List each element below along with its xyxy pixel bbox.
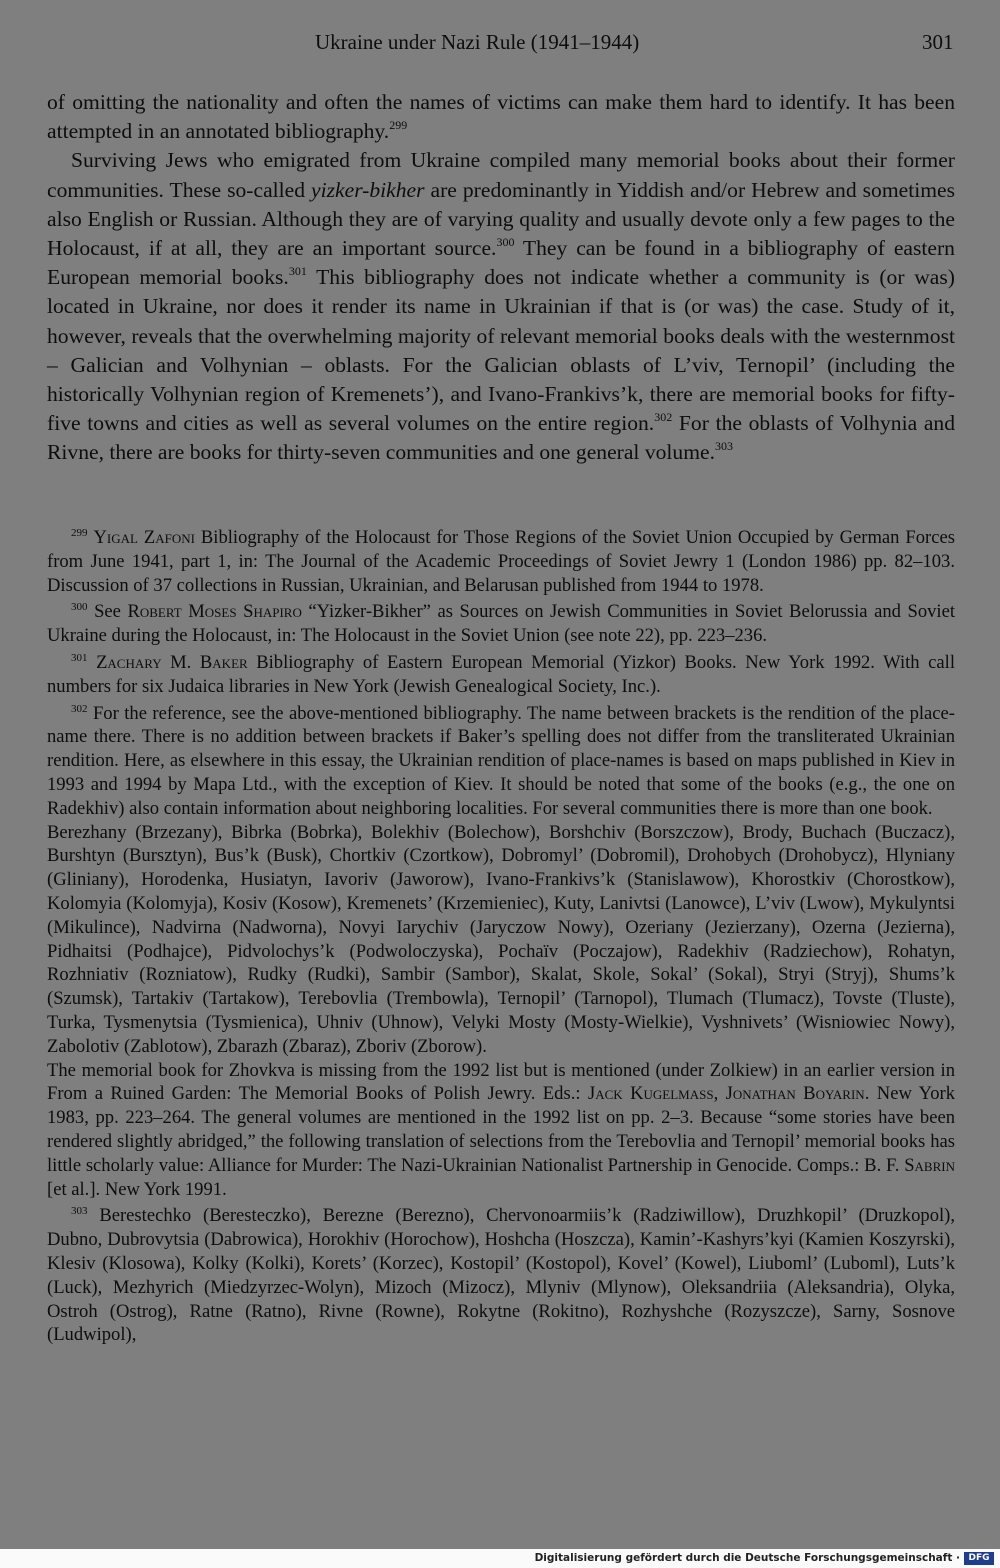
footnote-301: $^{301}$ Zachary M. Baker Bibliography of Eastern European Memorial (Yizkor) Books. New York 1992. With call numbers for six Judaica libraries in New York (Jewish Genealogical Society, Inc.).: [47, 651, 955, 697]
footnote-ref-299[interactable]: 299: [389, 118, 408, 133]
footnote-302-memorial-note: The memorial book for Zhovkva is missing from the 1992 list but is mentioned (under Zolkiew) in an earlier version in From a Ruined Garden: The Memorial Books of Polish Jewry. Eds.: Jack Kugelmass, Jonathan Boyarin. New York 1983, pp. 223–264. The general volumes are mentioned in the 1992 list on pp. 2–3. Because “some stories have been rendered slightly abridged,” the following translation of selections from the Terebovlia and Ternopil’ memorial books has little scholarly value: Alliance for Murder: The Nazi-Ukrainian Nationalist Partnership in Genocide. Comps.: B. F. Sabrin [et al.]. New York 1991.: [47, 1059, 955, 1200]
term-yizker-bikher: yizker-bikher: [311, 177, 425, 202]
footnote-number: 301: [71, 651, 88, 664]
footnote-302-place-list: Berezhany (Brzezany), Bibrka (Bobrka), Bolekhiv (Bolechow), Borshchiv (Borszczow), Brody, Buchach (Buczacz), Burshtyn (Bursztyn), Bus’k (Busk), Chortkiv (Czortkow), Dobromyl’ (Dobromil), Drohobych (Drohobycz), Hlyniany (Gliniany), Horodenka, Husiatyn, Iavoriv (Jaworow), Ivano-Frankivs’k (Stanislawow), Khorostkiv (Chorostkow), Kolomyia (Kolomyja), Kosiv (Kosow), Kremenets’ (Krzemieniec), Kuty, Lanivtsi (Lanowce), L’viv (Lwow), Mykulyntsi (Mikulince), Nadvirna (Nadworna), Novyi Iarychiv (Jaryczow Nowy), Ozeriany (Jezierzany), Ozerna (Jezierna), Pidhaitsi (Podhajce), Pidvolochys’k (Podwoloczyska), Pochaïv (Poczajow), Radekhiv (Radziechow), Rohatyn, Rozhniativ (Rozniatow), Rudky (Rudki), Sambir (Sambor), Skalat, Skole, Sokal’ (Sokal), Stryi (Stryj), Shums’k (Szumsk), Tartakiv (Tartakow), Terebovlia (Trembowla), Ternopil’ (Tarnopol), Tlumach (Tlumacz), Tovste (Tluste), Turka, Tysmenytsia (Tysmienica), Uhniv (Uhnow), Velyki Mosty (Mosty-Wielkie), Vyshnivets’ (Wisniowiec Nowy), Zabolotiv (Zablotow), Zbarazh (Zbaraz), Zboriv (Zborow).: [47, 821, 955, 1057]
author-name: Yigal Zafoni: [93, 527, 195, 548]
footnote-number: 302: [71, 702, 88, 715]
footer-credit: Digitalisierung gefördert durch die Deutsche Forschungsgemeinschaft ·: [534, 1552, 960, 1564]
footnote-ref-300[interactable]: 300: [496, 235, 515, 250]
author-name: Robert Moses Shapiro: [127, 601, 302, 623]
editor-names: Jack Kugelmass, Jonathan Boyarin: [587, 1083, 865, 1105]
footnote-number: 299: [71, 527, 88, 539]
footnote-ref-302[interactable]: 302: [654, 410, 673, 425]
footnote-number: 303: [71, 1205, 88, 1218]
footnote-300: $^{300}$ See Robert Moses Shapiro “Yizker-Bikher” as Sources on Jewish Communities in Soviet Belorussia and Soviet Ukraine during the Holocaust, in: The Holocaust in the Soviet Union (see note 22), pp. 223–236.: [47, 601, 956, 647]
digitization-footer: [0, 1549, 1000, 1568]
footnotes: [47, 526, 955, 1350]
page-number: 301: [922, 30, 954, 54]
main-text: [47, 88, 955, 468]
running-title: Ukraine under Nazi Rule (1941–1944): [315, 30, 640, 54]
paragraph-2: Surviving Jews who emigrated from Ukraine compiled many memorial books about their former communities. These so-called yizker-bikher are predominantly in Yiddish and/or Hebrew and sometimes also English or Russian. Although they are of varying quality and usually devote only a few pages to the Holocaust, if at all, they are an important source.$^{300}$ They can be found in a bibliography of eastern European memorial books.$^{301}$ This bibliography does not indicate whether a community is (or was) located in Ukraine, nor does it render its name in Ukrainian if that is (or was) the case. Study of it, however, reveals that the overwhelming majority of relevant memorial books deals with the westernmost – Galician and Volhynian – oblasts. For the Galician oblasts of L’viv, Ternopil’ (including the historically Volhynian region of Kremenets’), and Ivano-Frankivs’k, there are memorial books for fifty-five towns and cities as well as several volumes on the entire region.$^{302}$ For the oblasts of Volhynia and Rivne, there are books for thirty-seven communities and one general volume.$^{303}$: [47, 148, 956, 465]
footnote-303: $^{303}$ Berestechko (Beresteczko), Berezne (Berezno), Chervonoarmiis’k (Radziwillow), Druzhkopil’ (Druzkopol), Dubno, Dubrovytsia (Dabrowica), Horokhiv (Horochow), Hoshcha (Hoszcza), Kamin’-Kashyrs’kyi (Kamien Koszyrski), Klesiv (Klosowa), Kolky (Kolki), Korets’ (Korzec), Kostopil’ (Kostopol), Kovel’ (Kowel), Liuboml’ (Luboml), Luts’k (Luck), Mezhyrich (Miedzyrzec-Wolyn), Mizoch (Mizocz), Mlyniv (Mlynow), Oleksandriia (Aleksandria), Olyka, Ostroh (Ostrog), Ratne (Ratno), Rivne (Rowne), Rokytne (Rokitno), Rozhyshche (Rozyszcze), Sarny, Sosnove (Ludwipol),: [47, 1205, 955, 1346]
paragraph-1: of omitting the nationality and often the names of victims can make them hard to identify. It has been attempted in an annotated bibliography.$^{299}$: [47, 90, 955, 144]
running-header: [0, 30, 1000, 64]
footnote-ref-303[interactable]: 303: [715, 439, 734, 454]
footnote-number: 300: [71, 601, 88, 614]
author-name: Zachary M. Baker: [96, 651, 248, 673]
dfg-logo: DFG: [964, 1552, 994, 1565]
footnote-ref-301[interactable]: 301: [288, 264, 307, 279]
footnote-302: $^{302}$ For the reference, see the above-mentioned bibliography. The name between brackets is the rendition of the place-name there. There is no addition between brackets if Baker’s spelling does not differ from the transliterated Ukrainian rendition. Here, as elsewhere in this essay, the Ukrainian rendition of place-names is based on maps published in Kiev in 1993 and 1994 by Mapa Ltd., with the exception of Kiev. It should be noted that some of the books (e.g., the one on Radekhiv) also contain information about neighboring localities. For several communities there is more than one book.: [47, 702, 955, 819]
footnote-299: $^{299}$ Yigal Zafoni Bibliography of the Holocaust for Those Regions of the Soviet Union Occupied by German Forces from June 1941, part 1, in: The Journal of the Academic Proceedings of Soviet Jewry 1 (London 1986) pp. 82–103. Discussion of 37 collections in Russian, Ukrainian, and Belarusan published from 1944 to 1978.: [47, 527, 955, 596]
compiler-name: Sabrin: [904, 1154, 955, 1176]
